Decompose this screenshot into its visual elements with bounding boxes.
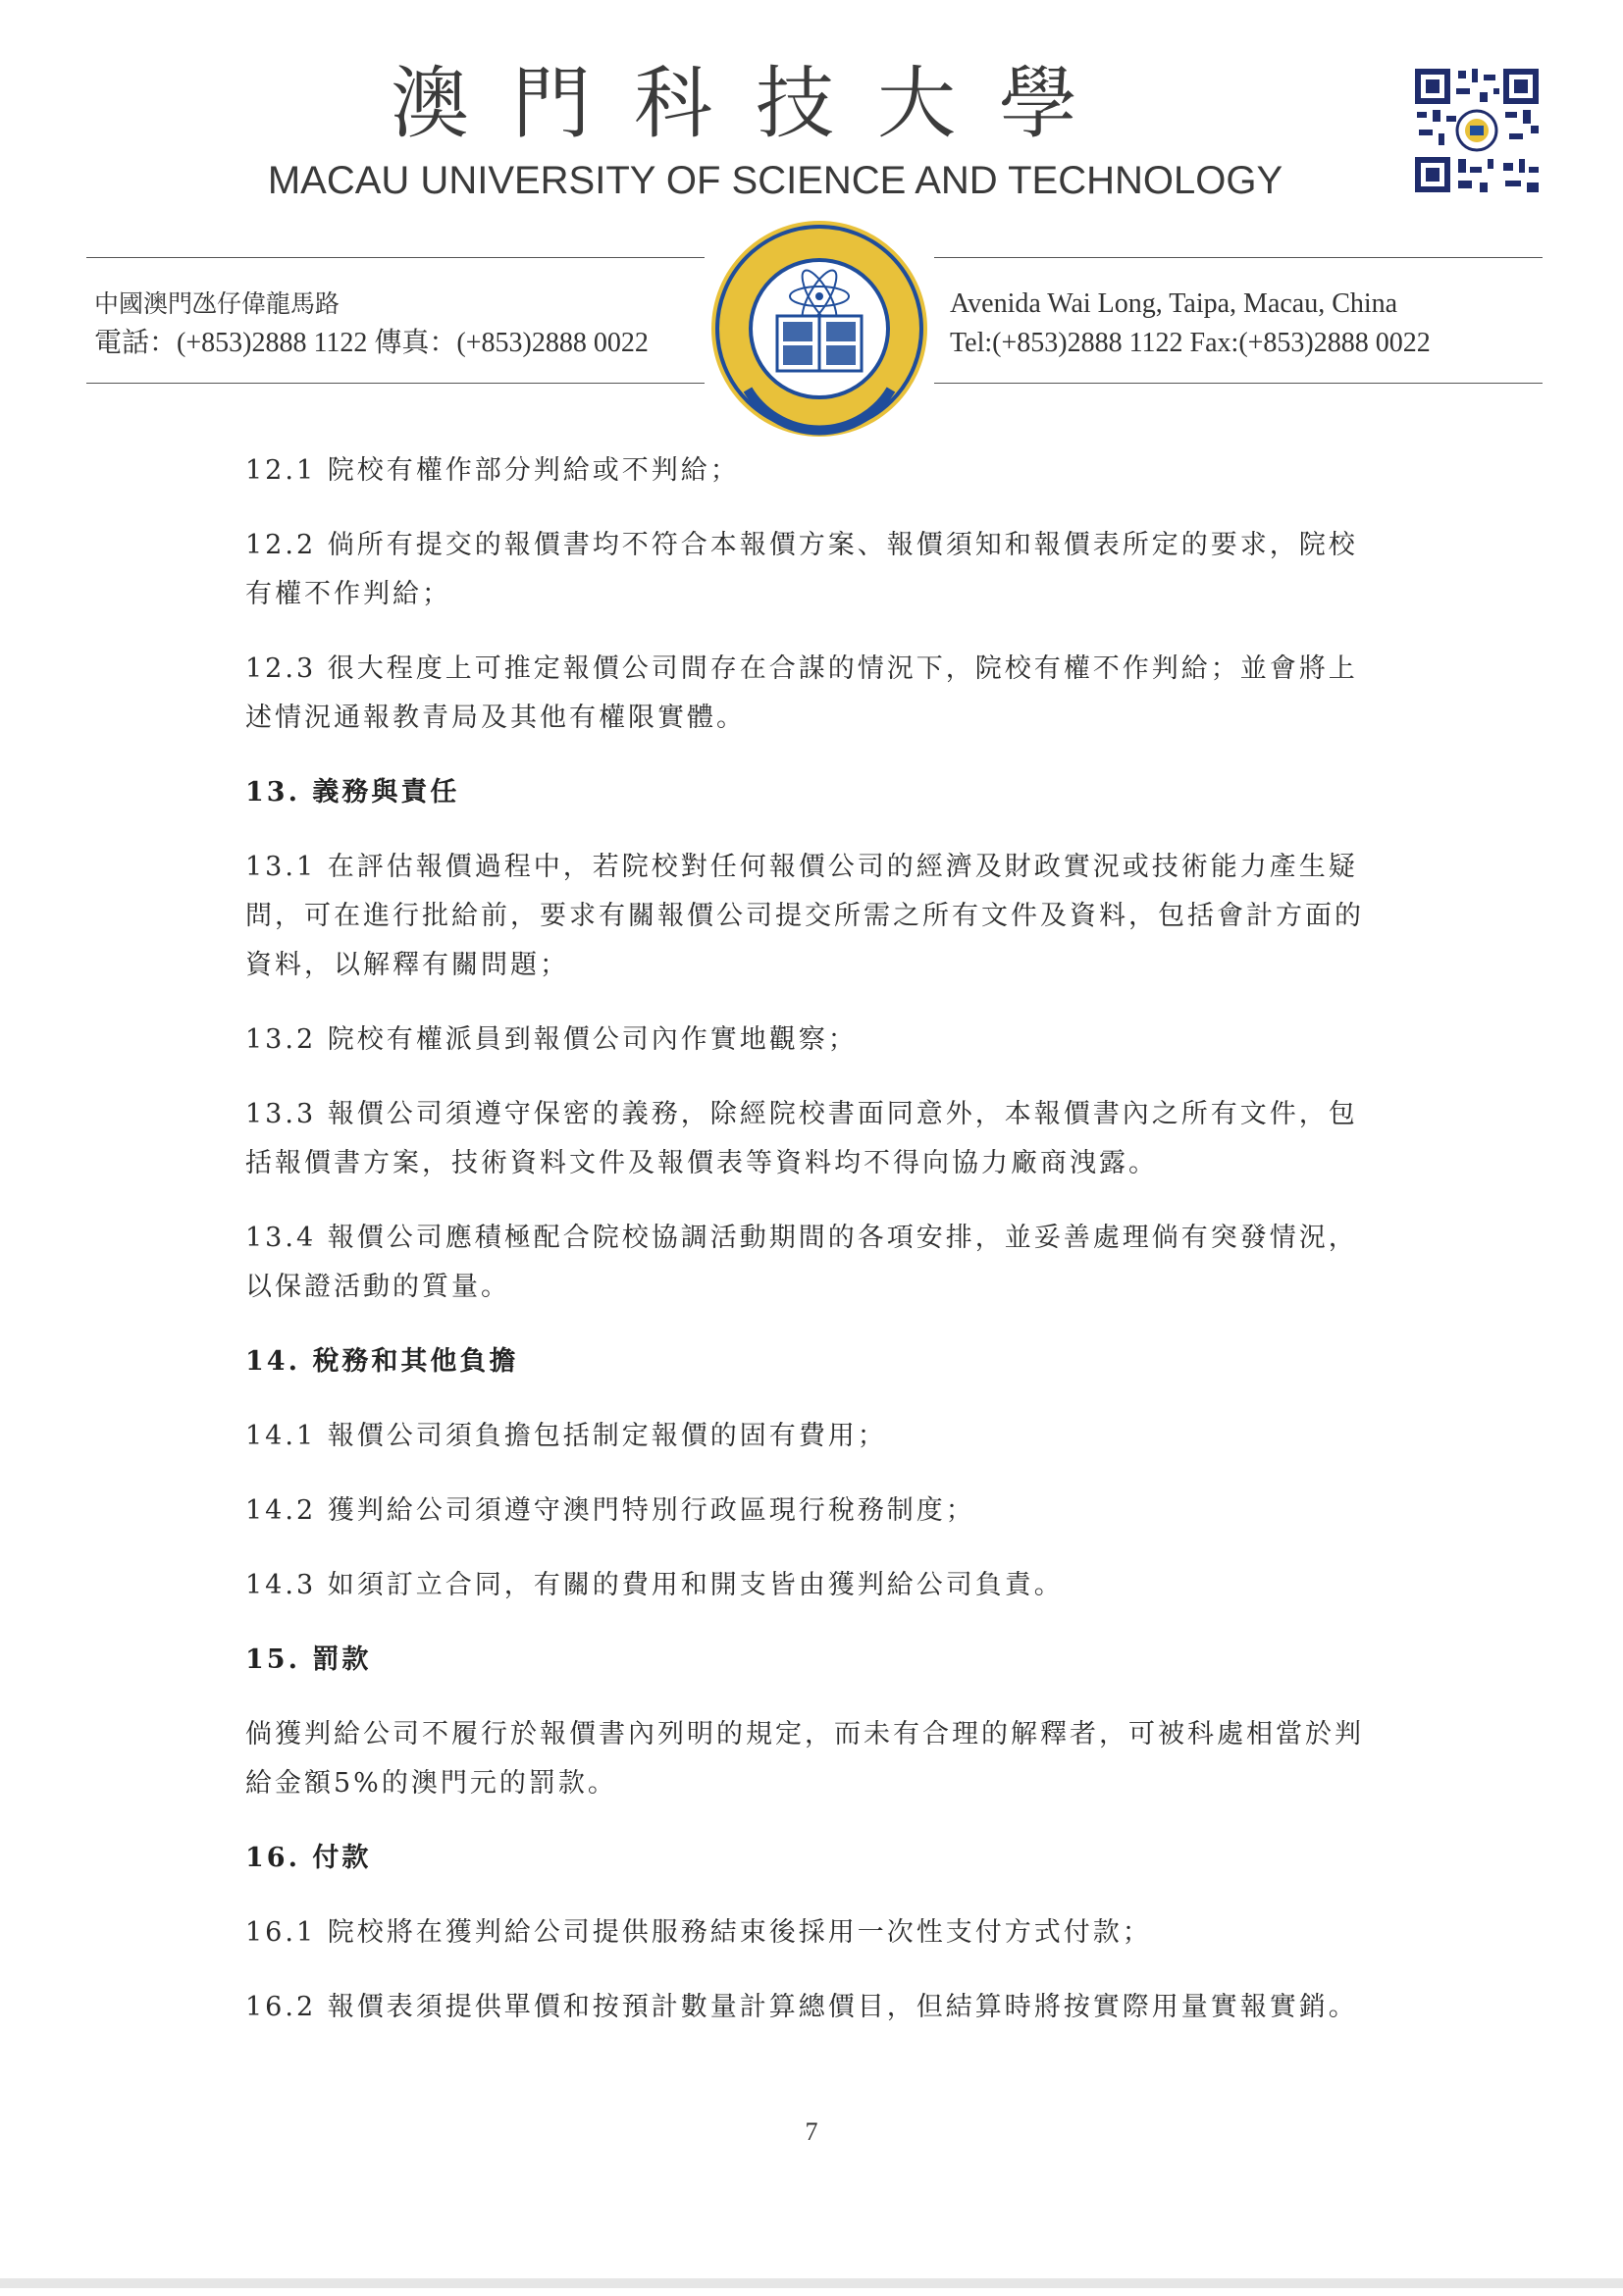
university-seal-icon	[708, 218, 930, 440]
university-name-english: MACAU UNIVERSITY OF SCIENCE AND TECHNOLOGY	[267, 159, 1283, 202]
phone-fax-english: Tel:(+853)2888 1122 Fax:(+853)2888 0022	[950, 328, 1431, 358]
page-number: 7	[805, 2117, 818, 2146]
header-rule-top-right	[934, 257, 1543, 258]
paragraph: 14.1 報價公司須負擔包括制定報價的固有費用；	[245, 1421, 887, 1451]
paragraph: 13.1 在評估報價過程中，若院校對任何報價公司的經濟及財政實況或技術能力產生疑問，可在進行批給前，要求有關報價公司提交所需之所有文件及資料，包括會計方面的資料，以解釋有關問題；	[245, 852, 1364, 980]
paragraph: 13.3 報價公司須遵守保密的義務，除經院校書面同意外，本報價書內之所有文件，包括報價書方案，技術資料文件及報價表等資料均不得向協力廠商洩露。	[245, 1099, 1358, 1178]
section-heading: 14. 稅務和其他負擔	[245, 1346, 519, 1377]
paragraph: 13.4 報價公司應積極配合院校協調活動期間的各項安排，並妥善處理倘有突發情況，以保證活動的質量。	[245, 1223, 1358, 1302]
address-block-english	[950, 285, 1558, 363]
paragraph: 12.3 很大程度上可推定報價公司間存在合謀的情況下，院校有權不作判給；並會將上述情況通報教青局及其他有權限實體。	[245, 653, 1358, 733]
header-rule-bottom-right	[934, 383, 1543, 384]
paragraph: 12.1 院校有權作部分判給或不判給；	[245, 455, 740, 486]
paragraph: 倘獲判給公司不履行於報價書內列明的規定，而未有合理的解釋者，可被科處相當於判給金額5%的澳門元的罰款。	[245, 1719, 1364, 1799]
paragraph: 14.2 獲判給公司須遵守澳門特別行政區現行稅務制度；	[245, 1495, 975, 1526]
address-chinese: 中國澳門氹仔偉龍馬路	[94, 289, 340, 318]
section-heading: 15. 罰款	[245, 1644, 372, 1675]
section-heading: 16. 付款	[245, 1843, 372, 1873]
university-name-chinese: 澳門科技大學	[391, 58, 1121, 149]
header-rule-top-left	[86, 257, 705, 258]
address-block-chinese	[94, 285, 703, 363]
paragraph: 16.2 報價表須提供單價和按預計數量計算總價目，但結算時將按實際用量實報實銷。	[245, 1992, 1358, 2022]
paragraph: 12.2 倘所有提交的報價書均不符合本報價方案、報價須知和報價表所定的要求，院校有權不作判給；	[245, 530, 1358, 609]
paragraph: 14.3 如須訂立合同，有關的費用和開支皆由獲判給公司負責。	[245, 1570, 1064, 1600]
phone-fax-chinese: 電話：(+853)2888 1122 傳真：(+853)2888 0022	[94, 328, 649, 358]
paragraph: 16.1 院校將在獲判給公司提供服務結束後採用一次性支付方式付款；	[245, 1917, 1152, 1948]
document-body	[245, 446, 1384, 2058]
header-rule-bottom-left	[86, 383, 705, 384]
address-english: Avenida Wai Long, Taipa, Macau, China	[950, 288, 1398, 319]
section-heading: 13. 義務與責任	[245, 777, 460, 808]
qr-code-icon	[1411, 65, 1543, 196]
paragraph: 13.2 院校有權派員到報價公司內作實地觀察；	[245, 1024, 858, 1055]
scan-edge	[0, 2278, 1623, 2288]
